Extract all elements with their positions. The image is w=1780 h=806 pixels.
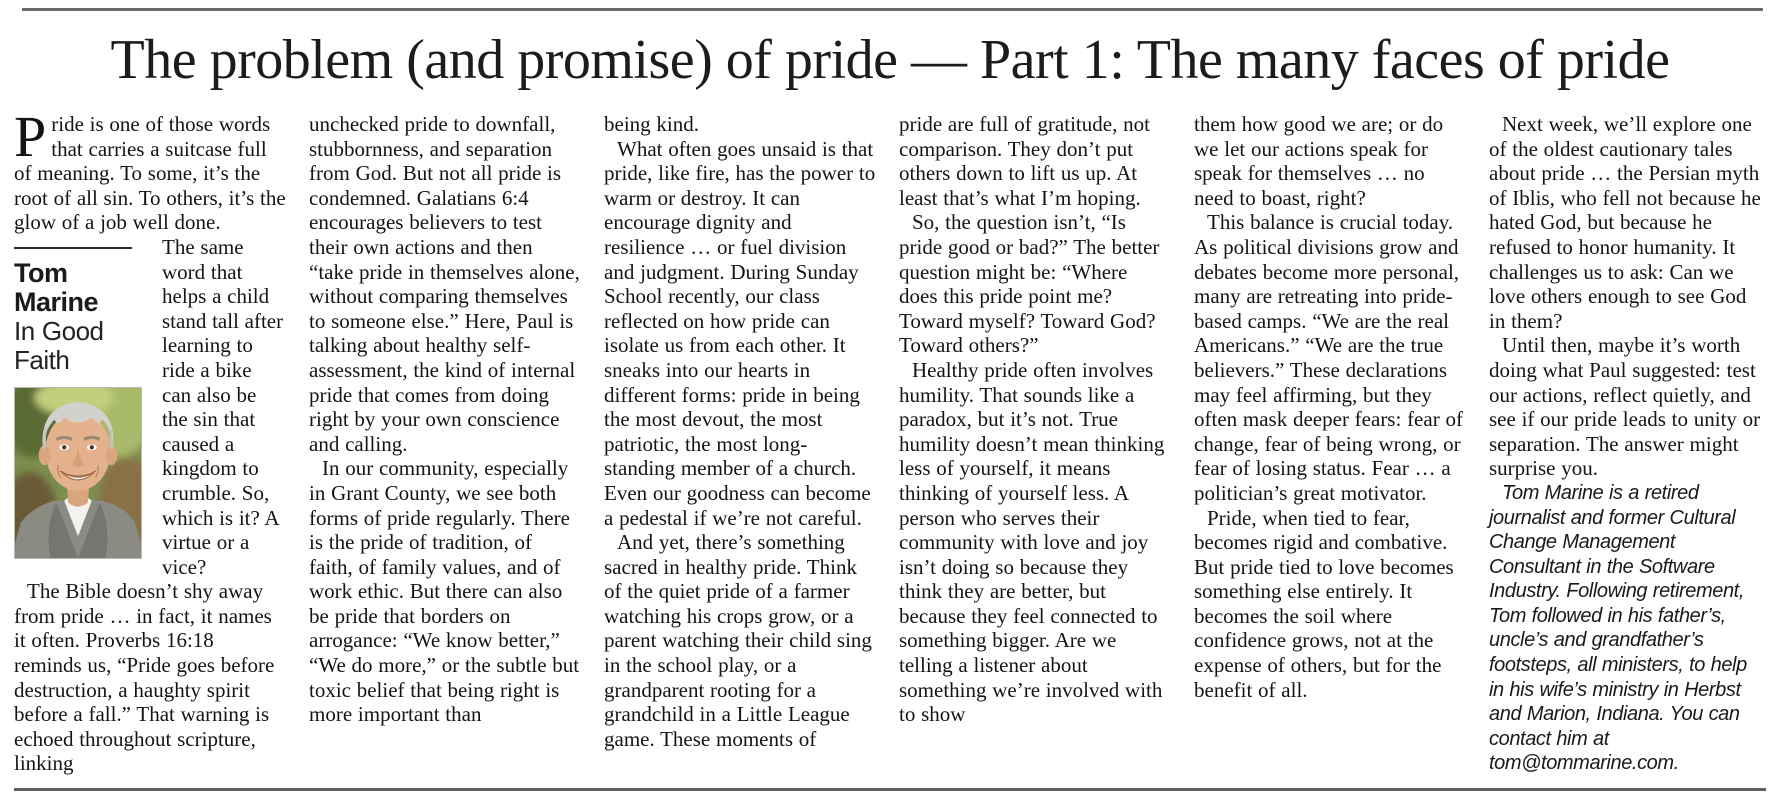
column-title-line1: In Good — [14, 315, 104, 346]
column-4 — [899, 112, 1171, 776]
article-paragraph: them how good we are; or do we let our actions speak for speak for themselves … no need to boast, right? — [1194, 112, 1444, 210]
byline-block — [14, 243, 154, 559]
article-paragraph: And yet, there’s something sacred in healthy pride. Think of the quiet pride of a farmer watching his crops grow, or a parent watching their child sing in the school play, or a grandparent rooting for a grandchild in a Little League game. These moments of — [604, 530, 872, 751]
lead-paragraph — [14, 104, 286, 235]
article-headline: The problem (and promise) of pride — Part 1: The many faces of pride — [110, 29, 1670, 91]
column-1 — [14, 104, 286, 776]
article-paragraph: Pride, when tied to fear, becomes rigid and combative. But pride tied to love becomes something else entirely. It becomes the soil where confidence grows, not at the expense of others, but for the benefit of all. — [1194, 505, 1454, 702]
article-paragraph: This balance is crucial today. As political divisions grow and debates become more personal, many are retreating into pride-based camps. “We are the real Americans.” “We are the true believers.” These declarations may feel affirming, but they often mask deeper fears: fear of change, fear of being wrong, or fear of losing status. Fear … a politician’s great motivator. — [1194, 210, 1463, 505]
article-paragraph: Healthy pride often involves humility. That sounds like a paradox, but it’s not. True humility doesn’t mean thinking less of yourself, it means thinking of yourself less. A person who serves their community with love and joy isn’t doing so because they think they are better, but because they feel connected to something bigger. Are we telling a listener about something we’re involved with to show — [899, 357, 1165, 727]
author-name-line2: Marine — [14, 286, 99, 317]
article-paragraph: unchecked pride to downfall, stubbornness, and separation from God. But not all pride is condemned. Galatians 6:4 encourages believers to test their own actions and then “take pride in themselves alone, without comparing themselves to someone else.” Here, Paul is talking about healthy self-assessment, the kind of internal pride that comes from doing right by your own conscience and calling. — [309, 112, 580, 456]
top-rule-divider — [22, 8, 1763, 11]
lead-text: ride is one of those words that carries a suitcase full of meaning. To some, it’s the root of all sin. To others, it’s the glow of a job well done. — [14, 112, 286, 235]
article-paragraph: Next week, we’ll explore one of the oldest cautionary tales about pride … the Persian myth of Iblis, who fell not because he hated God, but because he refused to honor humanity. It challenges us to ask: Can we love others enough to see God in them? — [1489, 112, 1761, 333]
author-name-line1: Tom — [14, 257, 68, 288]
column-6 — [1489, 112, 1761, 776]
article-paragraph: So, the question isn’t, “Is pride good or bad?” The better question might be: “Where does this pride point me? Toward myself? Toward God? Toward others?” — [899, 210, 1160, 358]
byline-divider — [14, 247, 132, 249]
author-bio: Tom Marine is a retired journalist and former Cultural Change Management Consultant in the Software Industry. Following retirement, Tom followed in his father’s, uncle’s and grandfather’s footsteps, all ministers, to help in his wife’s ministry in Herbst and Marion, Indiana. You can contact him at tom@tommarine.com. — [1489, 481, 1747, 775]
article-paragraph: In our community, especially in Grant County, we see both forms of pride regularly. There is the pride of tradition, of faith, of family values, and of work ethic. But there can also be pride that borders on arrogance: “We know better,” “We do more,” or the subtle but toxic belief that being right is more important than — [309, 456, 580, 727]
column-title-line2: Faith — [14, 344, 70, 375]
article-paragraph: The Bible doesn’t shy away from pride … in fact, it names it often. Proverbs 16:18 reminds us, “Pride goes before destruction, a haughty spirit before a fall.” That warning is echoed throughout scripture, linking — [14, 579, 275, 776]
column-3 — [604, 112, 876, 776]
article-paragraph: Until then, maybe it’s worth doing what Paul suggested: test our actions, reflect quietly, and see if our pride leads to unity or separation. The answer might surprise you. — [1489, 333, 1761, 481]
bottom-rule-divider — [14, 788, 1766, 791]
columnist-photo-illustration — [15, 388, 141, 558]
article-paragraph: The same word that helps a child stand tall after learning to ride a bike can also be the sin that caused a kingdom to crumble. So, which is it? A virtue or a vice? — [162, 234, 284, 579]
article-body — [14, 104, 1766, 776]
column-2 — [309, 112, 581, 776]
article-paragraph: What often goes unsaid is that pride, like fire, has the power to warm or destroy. It can encourage dignity and resilience … or fuel division and judgment. During Sunday School recently, our class reflected on how pride can isolate us from each other. It sneaks into our hearts in different forms: pride in being the most devout, the most patriotic, the most long-standing member of a church. Even our goodness can become a pedestal if we’re not careful. — [604, 136, 876, 530]
column-5 — [1194, 112, 1466, 776]
article-paragraph: being kind. — [604, 112, 699, 136]
article-paragraph: pride are full of gratitude, not comparison. They don’t put others down to lift us up. At least that’s what I’m hoping. — [899, 112, 1150, 210]
drop-cap: P — [14, 104, 47, 169]
columnist-photo — [14, 387, 142, 559]
